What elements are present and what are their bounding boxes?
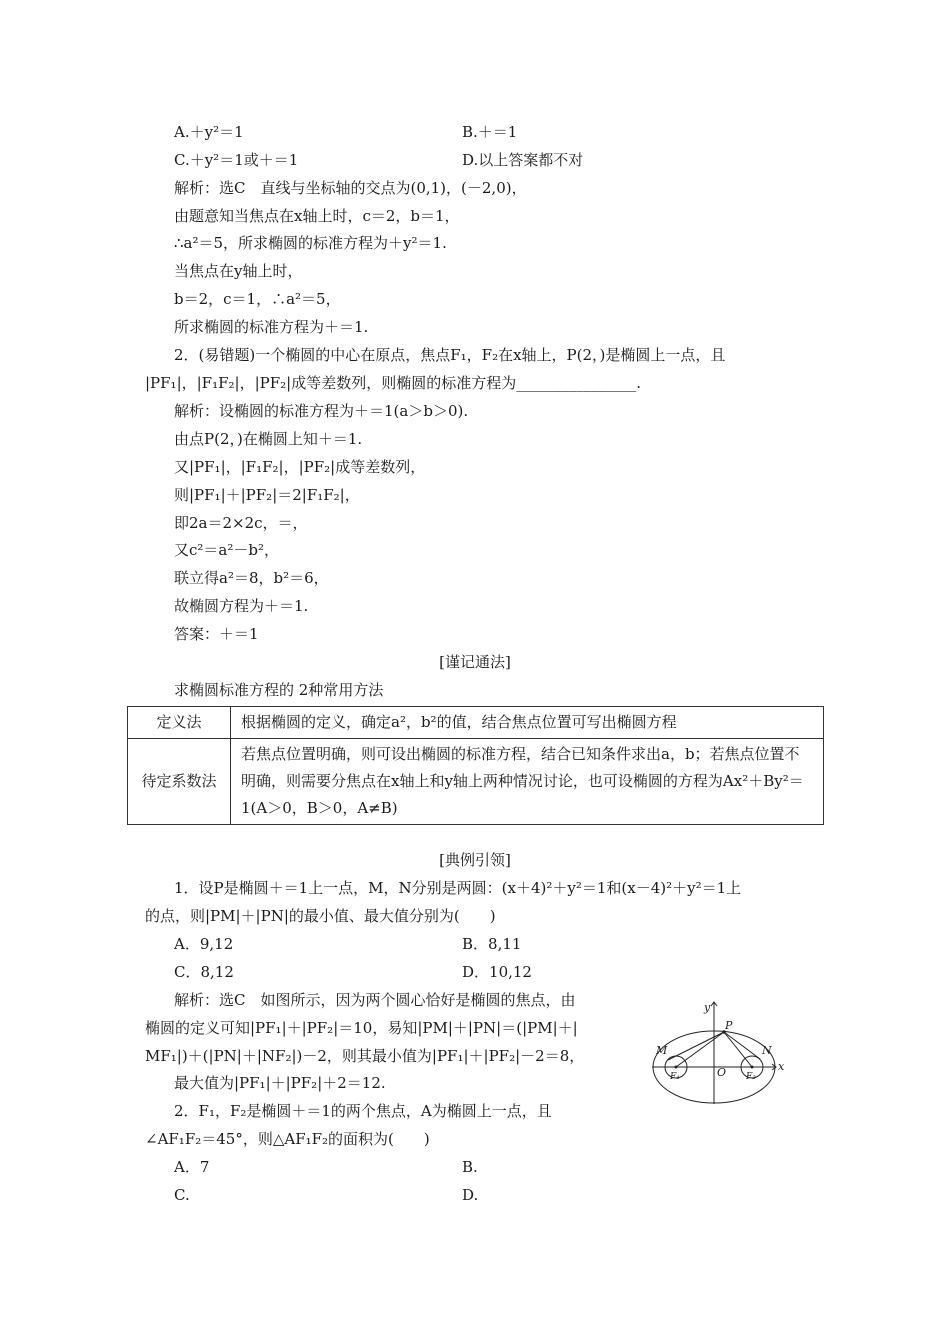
f2-label: F₂: [746, 1072, 756, 1082]
segment-pf1: [676, 1032, 724, 1067]
example1-option-a: A．9,12: [174, 935, 234, 953]
f1-label: F₁: [670, 1072, 680, 1082]
option-c: C.＋y²＝1或＋＝1: [174, 151, 299, 169]
example2-stem-line: ∠AF₁F₂＝45°，则△AF₁F₂的面积为( ): [145, 1130, 430, 1148]
solution1-line: 由题意知当焦点在x轴上时，c＝2，b＝1，: [174, 207, 460, 225]
option-a: A.＋y²＝1: [174, 123, 244, 141]
option-d: D.以上答案都不对: [462, 151, 584, 169]
method-name: 定义法: [128, 707, 231, 739]
solution2-line: 联立得a²＝8，b²＝6，: [174, 569, 329, 587]
solution2-line: 又|PF₁|，|F₁F₂|，|PF₂|成等差数列，: [174, 458, 426, 476]
example1-stem-line: 的点，则|PM|＋|PN|的最小值、最大值分别为( ): [145, 907, 496, 925]
section-heading-examples: [典例引领]: [439, 851, 511, 869]
methods-table: [127, 706, 824, 825]
n-label: N: [762, 1044, 772, 1057]
method-name: 待定系数法: [128, 739, 231, 825]
solution1-line: 当焦点在y轴上时，: [174, 262, 303, 280]
ellipse-figure: [636, 996, 796, 1108]
example1-option-c: C．8,12: [174, 963, 234, 981]
y-label: y: [704, 1001, 711, 1014]
methods-intro: 求椭圆标准方程的 2种常用方法: [174, 681, 384, 699]
solution1-line: ∴a²＝5，所求椭圆的标准方程为＋y²＝1.: [174, 234, 447, 252]
table-row: [128, 739, 824, 825]
example1-solution-line: MF₁|)＋(|PN|＋|NF₂|)－2，则其最小值为|PF₁|＋|PF₂|－2＝8，: [145, 1047, 585, 1065]
example2-option-b: B.: [462, 1158, 478, 1176]
example2-option-a: A．7: [174, 1158, 210, 1176]
solution1-line: b＝2，c＝1，∴a²＝5，: [174, 290, 341, 308]
example1-solution-line: 最大值为|PF₁|＋|PF₂|＋2＝12.: [174, 1074, 386, 1092]
example1-solution-line: 解析：选C 如图所示，因为两个圆心恰好是椭圆的焦点，由: [174, 991, 576, 1009]
solution2-line: 解析：设椭圆的标准方程为＋＝1(a＞b＞0).: [174, 402, 469, 420]
method-desc: 若焦点位置明确，则可设出椭圆的标准方程，结合已知条件求出a，b；若焦点位置不明确，则需要分焦点在x轴上和y轴上两种情况讨论，也可设椭圆的方程为Ax²＋By²＝1(A＞0，B＞0，A≠B): [231, 739, 824, 825]
point-f2: [751, 1066, 754, 1069]
option-b: B.＋＝1: [462, 123, 518, 141]
question2-line: 2．(易错题)一个椭圆的中心在原点，焦点F₁，F₂在x轴上，P(2，)是椭圆上一点，且: [174, 346, 726, 364]
example2-option-d: D.: [462, 1186, 479, 1204]
point-f1: [675, 1066, 678, 1069]
example1-option-b: B．8,11: [462, 935, 522, 953]
solution1-line: 所求椭圆的标准方程为＋＝1.: [174, 318, 369, 336]
example1-option-d: D．10,12: [462, 963, 532, 981]
solution2-line: 由点P(2，)在椭圆上知＋＝1.: [174, 430, 363, 448]
method-desc: 根据椭圆的定义，确定a²，b²的值，结合焦点位置可写出椭圆方程: [231, 707, 824, 739]
segment-pm: [668, 1032, 724, 1060]
answer-line: 答案：＋＝1: [174, 625, 259, 643]
p-label: P: [725, 1019, 733, 1032]
example1-solution-line: 椭圆的定义可知|PF₁|＋|PF₂|＝10，易知|PM|＋|PN|＝(|PM|＋|: [145, 1019, 578, 1037]
x-label: x: [778, 1060, 785, 1073]
solution2-line: 则|PF₁|＋|PF₂|＝2|F₁F₂|，: [174, 486, 360, 504]
o-label: O: [717, 1066, 727, 1079]
table-row: [128, 707, 824, 739]
solution1-line: 解析：选C 直线与坐标轴的交点为(0,1)，(－2,0)，: [174, 179, 527, 197]
example1-stem-line: 1．设P是椭圆＋＝1上一点，M，N分别是两圆：(x＋4)²＋y²＝1和(x－4)²＋y²＝1上: [174, 879, 742, 897]
solution2-line: 即2a＝2×2c，＝，: [174, 514, 308, 532]
example2-option-c: C.: [174, 1186, 190, 1204]
solution2-line: 故椭圆方程为＋＝1.: [174, 597, 309, 615]
question2-line: |PF₁|，|F₁F₂|，|PF₂|成等差数列，则椭圆的标准方程为________________.: [145, 374, 641, 392]
solution2-line: 又c²＝a²－b²，: [174, 541, 279, 559]
section-heading-notes: [谨记通法]: [439, 653, 511, 671]
example2-stem-line: 2．F₁，F₂是椭圆＋＝1的两个焦点，A为椭圆上一点，且: [174, 1102, 552, 1120]
m-label: M: [656, 1044, 668, 1057]
